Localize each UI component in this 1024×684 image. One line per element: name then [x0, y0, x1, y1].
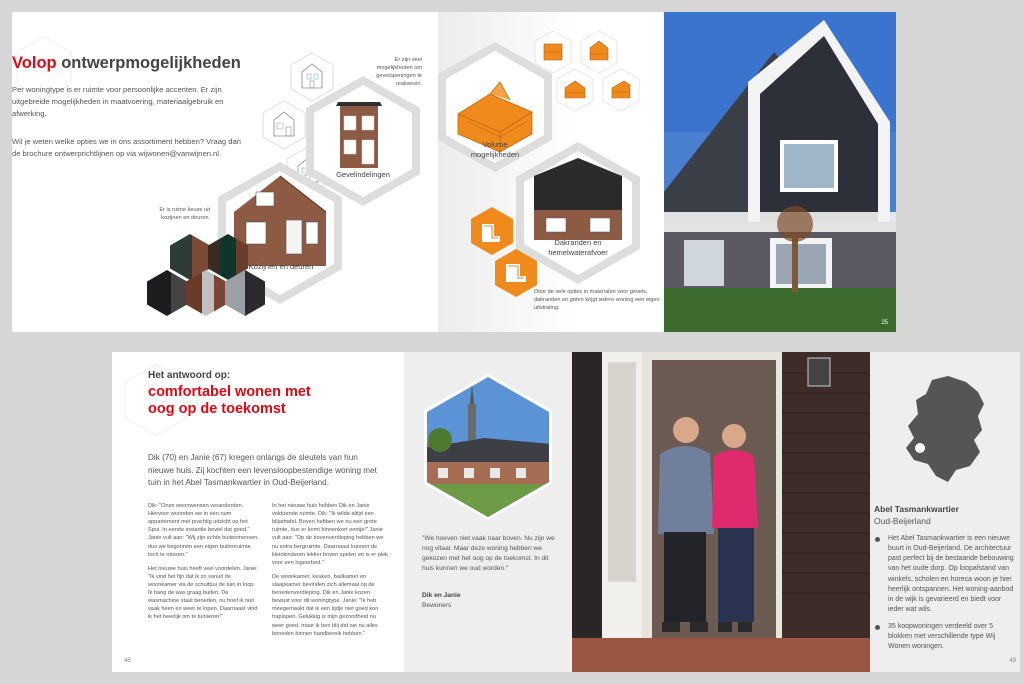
col2-paragraph-2: De woonkamer, keuken, badkamer en slaapkamer bevinden zich allemaal op de benedenverdieping. Dik en Janie kozen bewust voor dit woningtype. Janie: "Ik heb meegemaakt dat ik een tijdje niet goed kon traplopen. Gelukkig is mijn gezondheid nu weer goed, maar ik ben blij dat we nu alles beneden binnen handbereik hebben." [272, 573, 379, 637]
couple-photo [572, 352, 870, 672]
spread2-right-page [870, 352, 1020, 672]
spread1-right-page [438, 12, 896, 332]
village-photo-hex [424, 374, 552, 520]
info-bullet-1: Het Abel Tasmankwartier is een nieuwe buurt in Oud-Beijerland. De architectuur past perfect bij de bestaande bebouwing van het oude dorp. Op loopafstand van winkels, scholen en horeca woon je hier heerlijk ontspannen. Het woning-aanbod in de wijk is gevarieerd en biedt voor ieder wat wils. [874, 534, 1014, 615]
col1-paragraph-1: Dik: "Onze woonwensen veranderden. Hiervoor woonden we in een ruim appartement met prachtig uitzicht op het Spui. In eerste instantie beviel dat goed." Janie vult aan: "Wij zijn echte buitenmensen, dus we begonnen een eigen buitenruimte toch te missen." [148, 503, 259, 558]
headline-line-1: comfortabel wonen met [148, 384, 311, 400]
house-photo [664, 12, 896, 332]
page-number-48: 48 [124, 658, 131, 664]
quote-role: Bewoners [422, 602, 452, 609]
spread2-left-page [112, 352, 404, 672]
orange-block-hex-3 [556, 68, 594, 112]
kicker-text: Het antwoord op: [148, 370, 231, 381]
title-accent: Volop [12, 54, 57, 72]
place-subtitle: Oud-Beijerland [874, 516, 931, 526]
sketch-hex-2 [262, 100, 306, 150]
note-kozijnen: Er is ruime keuze uit kozijnen en deuren. [159, 207, 210, 222]
page-number-49: 49 [1009, 658, 1016, 664]
orange-block-hex-4 [602, 68, 640, 112]
door-photo-hex-3 [147, 270, 187, 316]
label-dakranden: Dakranden en hemelwaterafvoer [548, 238, 608, 258]
col1-paragraph-2: Het nieuwe huis heeft veel voordelen. Janie: "Ik vind het fijn dat ik zo vanuit de woonkamer via de schuifpui de tuin in loop. Ik hang de was graag buiten. De wasmachine staat beneden, nu hoef ik niet vaak heen en weer te lopen. Daarnaast vind ik het heerlijk om te tuinieren!" [148, 565, 258, 621]
headline-line-2: oog op de toekomst [148, 401, 286, 417]
netherlands-map-icon [896, 374, 990, 486]
article-intro: Dik (70) en Janie (67) kregen onlangs de sleutels van hun nieuwe huis. Zij kochten een levensloopbestendige woning met tuin in het Abel Tasmankwartier in Oud-Beijerland. [148, 453, 377, 488]
article-col-1 [148, 502, 260, 622]
title-rest: ontwerpmogelijkheden [56, 54, 241, 72]
facade-caption: Door de vele opties in materialen voor gevels, dakranden en goten krijgt iedere woning een eigen uitstraling. [534, 289, 660, 312]
col2-paragraph-1: In het nieuwe huis hebben Dik en Janie voldoende ruimte. Dik: "Ik wilde altijd een biljarttafel. Boven hebben we nu een grote ruimte, dus er komt binnenkort eentje!" Janie vult aan: "Op de bovenverdieping hebben we nu extra bergruimte. Daarnaast kunnen de kleinkinderen lekker boven spelen en is er plek voor een logeerbed." [272, 503, 388, 566]
spread1-left-page [12, 12, 438, 332]
label-gevelindelingen: Gevelindelingen [336, 170, 390, 179]
intro-text: Per woningtype is er ruimte voor persoonlijke accenten. Er zijn uitgebreide mogelijkheden in maatvoering, materiaalgebruik en afwerking. [12, 85, 224, 118]
article-col-2 [272, 502, 388, 638]
quote-name: Dik en Janie [422, 592, 461, 599]
contact-text: Wil je weten welke opties we in ons assortiment hebben? Vraag dan de brochure ontwerprichtlijnen op via wijwonen@vanwijnen.nl. [12, 137, 241, 158]
info-bullets [874, 534, 1014, 660]
gutter-hex-2 [494, 248, 538, 298]
place-title: Abel Tasmankwartier [874, 504, 959, 514]
page-number-25: 25 [881, 320, 888, 326]
spread2-middle-panel [404, 352, 572, 672]
resident-quote: "We hoeven niet vaak naar boven. Nu zijn we nog vitaal. Maar deze woning hebben we gekozen met het oog op de toekomst. In dit huis kunnen we oud worden." [422, 535, 555, 572]
label-kozijnen: Kozijnen en deuren [248, 262, 314, 271]
note-gevelopeningen: Er zijn veel mogelijkheden om gevelopeningen te realiseren. [376, 57, 422, 88]
page-title [12, 54, 241, 73]
label-volume: Volume mogelijkheden [470, 140, 520, 160]
info-bullet-2: 35 koopwoningen verdeeld over 5 blokken met verschillende type Wij Wonen woningen. [874, 622, 1014, 652]
